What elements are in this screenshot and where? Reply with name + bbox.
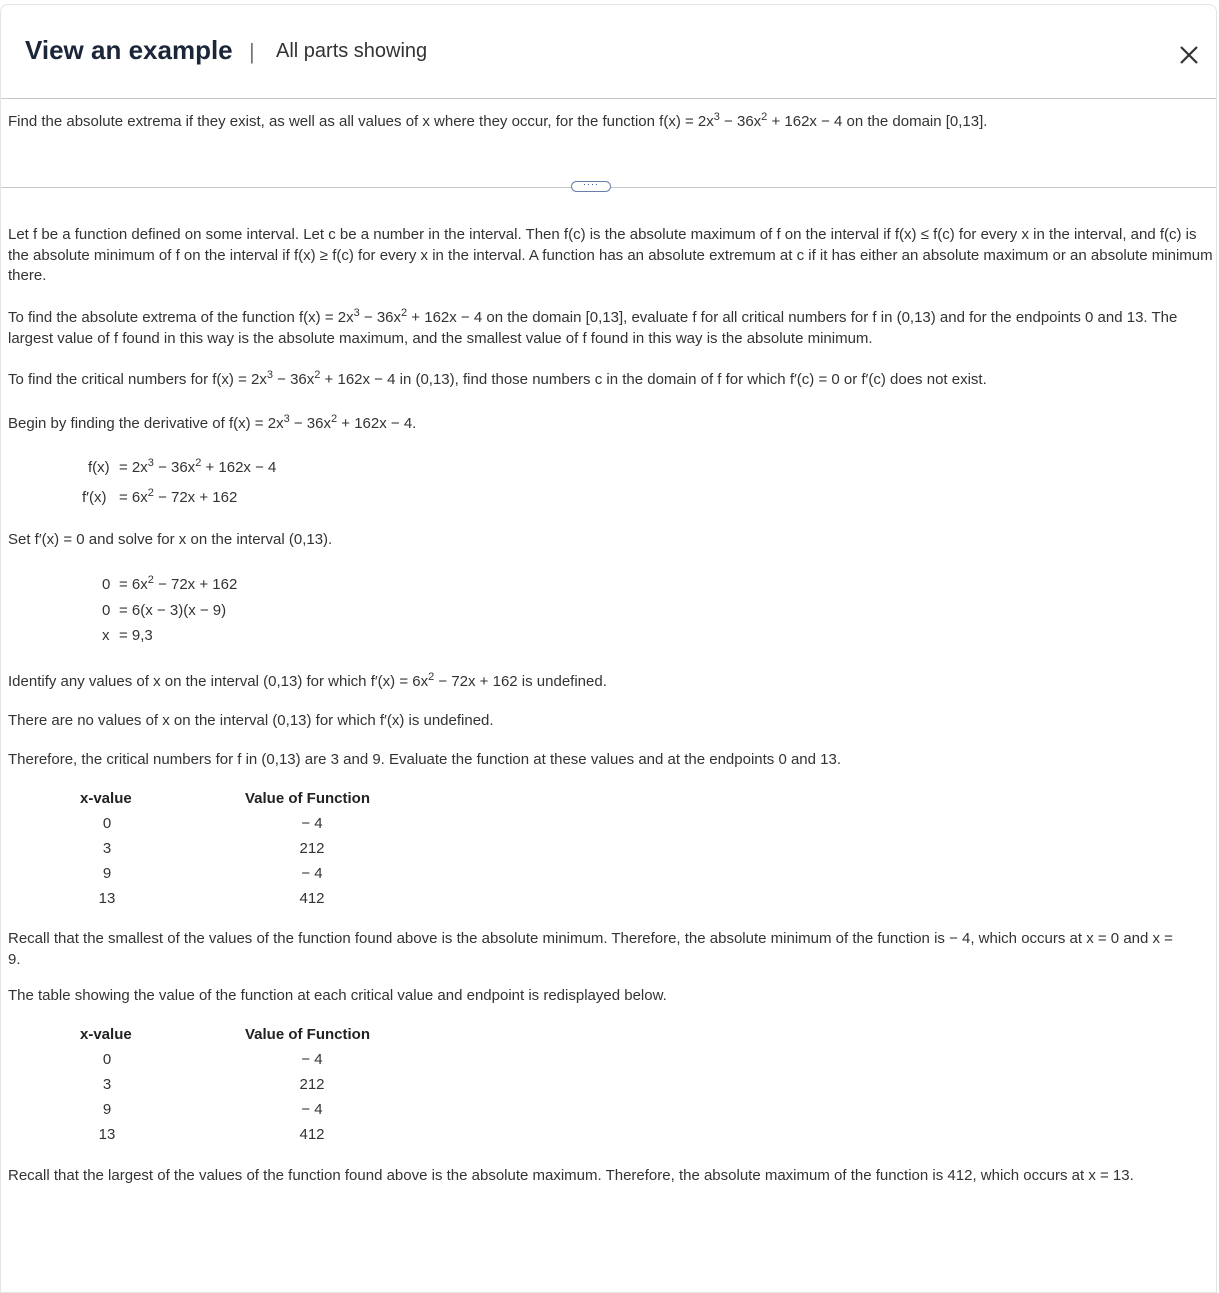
table-cell-value: − 4 xyxy=(301,815,323,832)
undefined-paragraph: Identify any values of x on the interval (0,13) for which $f'(x) = 6x^2 - 72x + 162$ is undefined. xyxy=(8,671,607,690)
table-header-x: x-value xyxy=(80,1026,132,1043)
table-cell-value: 212 xyxy=(299,1076,325,1093)
redisplay-paragraph: The table showing the value of the function at each critical value and endpoint is redisplayed below. xyxy=(8,987,667,1004)
table-cell-value: − 4 xyxy=(301,1051,323,1068)
table-cell-value: 412 xyxy=(299,890,325,907)
table-cell-x: 13 xyxy=(98,1126,116,1143)
expand-button[interactable]: ···· xyxy=(571,181,611,192)
dialog-header xyxy=(1,5,1216,99)
equation-row xyxy=(1,602,601,624)
table-cell-x: 3 xyxy=(102,1076,112,1093)
title-separator: | xyxy=(249,39,255,64)
equation-rhs: = $2x^3 - 36x^2 + 162x - 4$ xyxy=(119,457,277,476)
dialog-subtitle: All parts showing xyxy=(276,40,428,62)
critical-numbers-paragraph: To find the critical numbers for $f(x) = 2x^3 - 36x^2 + 162x - 4$ in (0,13), find those numbers c in the domain of f for which f′(c) = 0 or f′(c) does not exist. xyxy=(8,369,987,388)
critical-result-paragraph: Therefore, the critical numbers for f in (0,13) are 3 and 9. Evaluate the function at these values and at the endpoints 0 and 13. xyxy=(8,751,842,768)
equation-row xyxy=(1,627,601,649)
set-zero-paragraph: Set f′(x) = 0 and solve for x on the interval (0,13). xyxy=(8,531,333,548)
equation-row xyxy=(1,576,601,598)
example-dialog xyxy=(0,4,1217,1293)
table-header-value: Value of Function xyxy=(245,1026,371,1043)
table-cell-x: 9 xyxy=(102,865,112,882)
close-icon xyxy=(1173,39,1205,71)
equation-row xyxy=(1,489,601,511)
equation-lhs: x xyxy=(102,627,110,644)
table-cell-value: − 4 xyxy=(301,1101,323,1118)
values-table-repeat xyxy=(61,1026,421,1151)
equation-lhs: f(x) xyxy=(88,459,110,476)
equation-rhs: = $6x^2 - 72x + 162$ xyxy=(119,487,238,506)
equation-lhs: 0 xyxy=(102,576,111,593)
table-cell-x: 13 xyxy=(98,890,116,907)
no-undefined-paragraph: There are no values of x on the interval (0,13) for which f′(x) is undefined. xyxy=(8,712,494,729)
equation-row xyxy=(1,459,601,481)
equation-rhs: = 9,3 xyxy=(119,627,153,644)
table-cell-value: 212 xyxy=(299,840,325,857)
definition-paragraph: Let f be a function defined on some interval. Let c be a number in the interval. Then f(c) is the absolute maximum of f on the interval if f(x) ≤ f(c) for every x in the interval, and f(c) is the absolute minimum of f on the interval if f(x) ≥ f(c) for every x in the interval. A function has an absolute extremum at c if it has either an absolute maximum or an absolute minimum there. xyxy=(8,226,1213,284)
question-text: Find the absolute extrema if they exist, as well as all values of x where they occur, for the function $f(x) = 2x^3 - 36x^2 + 162x - 4$ on the domain [0,13]. xyxy=(8,111,988,130)
equation-lhs: f′(x) xyxy=(82,489,107,506)
values-table xyxy=(61,790,421,915)
derivative-intro: Begin by finding the derivative of $f(x) = 2x^3 - 36x^2 + 162x - 4$. xyxy=(8,413,417,432)
table-cell-x: 9 xyxy=(102,1101,112,1118)
equation-rhs: = $6x^2 - 72x + 162$ xyxy=(119,574,238,593)
minimum-paragraph: Recall that the smallest of the values of the function found above is the absolute minimum. Therefore, the absolute minimum of the function is − 4, which occurs at x = 0 and x = 9. xyxy=(8,930,1173,968)
close-button[interactable] xyxy=(1173,39,1205,71)
table-cell-value: 412 xyxy=(299,1126,325,1143)
table-header-value: Value of Function xyxy=(245,790,371,807)
maximum-paragraph: Recall that the largest of the values of the function found above is the absolute maximum. Therefore, the absolute maximum of the function is 412, which occurs at x = 13. xyxy=(8,1167,1134,1184)
equation-rhs: = 6(x − 3)(x − 9) xyxy=(119,602,227,619)
dialog-title: View an example xyxy=(25,35,233,65)
table-cell-x: 0 xyxy=(102,1051,112,1068)
table-cell-x: 3 xyxy=(102,840,112,857)
header-divider xyxy=(1,98,1216,99)
table-header-x: x-value xyxy=(80,790,132,807)
table-cell-x: 0 xyxy=(102,815,112,832)
equation-lhs: 0 xyxy=(102,602,111,619)
table-cell-value: − 4 xyxy=(301,865,323,882)
method-paragraph: To find the absolute extrema of the function $f(x) = 2x^3 - 36x^2 + 162x - 4$ on the domain [0,13], evaluate f for all critical numbers for f in (0,13) and for the endpoints 0 and 13. The largest value of f found in this way is the absolute maximum, and the smallest value of f found in this way is the absolute minimum. xyxy=(8,307,1178,347)
